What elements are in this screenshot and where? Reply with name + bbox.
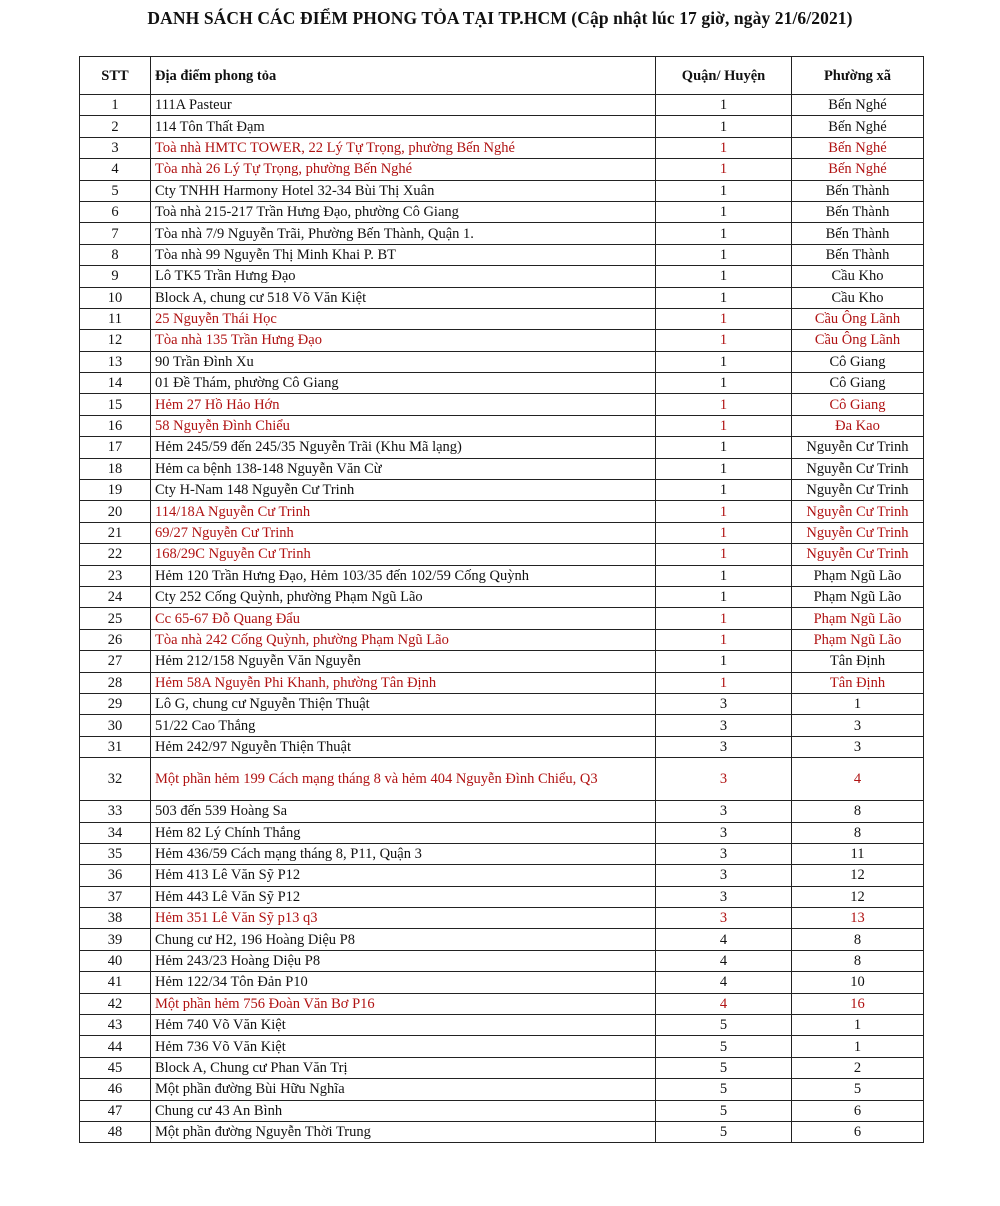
cell-district: 1 [656,287,792,308]
cell-district: 1 [656,201,792,222]
table-row [80,801,924,822]
cell-location: 01 Đề Thám, phường Cô Giang [151,373,656,394]
cell-district: 1 [656,330,792,351]
cell-district: 1 [656,565,792,586]
table-row [80,586,924,607]
cell-ward: Nguyễn Cư Trinh [792,501,924,522]
cell-location: Hẻm 212/158 Nguyễn Văn Nguyễn [151,651,656,672]
cell-district: 3 [656,801,792,822]
cell-stt: 26 [80,629,151,650]
cell-ward: Cô Giang [792,394,924,415]
cell-stt: 21 [80,522,151,543]
cell-district: 1 [656,672,792,693]
cell-district: 1 [656,394,792,415]
cell-location: 111A Pasteur [151,95,656,116]
header-ward: Phường xã [792,57,924,95]
cell-ward: 10 [792,972,924,993]
cell-stt: 37 [80,886,151,907]
cell-district: 1 [656,522,792,543]
cell-stt: 34 [80,822,151,843]
cell-ward: Bến Thành [792,180,924,201]
cell-location: Hẻm 245/59 đến 245/35 Nguyễn Trãi (Khu Mã lạng) [151,437,656,458]
cell-stt: 1 [80,95,151,116]
table-header [80,57,924,95]
table-row [80,394,924,415]
cell-ward: Nguyễn Cư Trinh [792,458,924,479]
table-row [80,950,924,971]
cell-stt: 46 [80,1079,151,1100]
cell-stt: 42 [80,993,151,1014]
table-row [80,886,924,907]
table-row [80,651,924,672]
cell-location: Lô G, chung cư Nguyễn Thiện Thuật [151,693,656,714]
table-row [80,116,924,137]
cell-ward: Bến Nghé [792,116,924,137]
cell-district: 1 [656,244,792,265]
cell-district: 3 [656,865,792,886]
table-row [80,351,924,372]
table-row [80,715,924,736]
table-row [80,1015,924,1036]
cell-ward: Tân Định [792,651,924,672]
cell-location: 168/29C Nguyễn Cư Trinh [151,544,656,565]
cell-location: Hẻm 27 Hồ Hảo Hớn [151,394,656,415]
cell-location: Tòa nhà 99 Nguyễn Thị Minh Khai P. BT [151,244,656,265]
cell-location: Cty H-Nam 148 Nguyễn Cư Trinh [151,480,656,501]
cell-stt: 23 [80,565,151,586]
cell-district: 1 [656,651,792,672]
cell-location: 503 đến 539 Hoàng Sa [151,801,656,822]
cell-location: Block A, chung cư 518 Võ Văn Kiệt [151,287,656,308]
cell-district: 1 [656,266,792,287]
cell-stt: 2 [80,116,151,137]
cell-district: 3 [656,736,792,757]
cell-stt: 45 [80,1057,151,1078]
header-district: Quận/ Huyện [656,57,792,95]
cell-ward: Bến Thành [792,201,924,222]
cell-location: Block A, Chung cư Phan Văn Trị [151,1057,656,1078]
cell-stt: 8 [80,244,151,265]
table-row [80,693,924,714]
cell-district: 5 [656,1057,792,1078]
cell-location: Hẻm 58A Nguyễn Phi Khanh, phường Tân Định [151,672,656,693]
table-row [80,223,924,244]
cell-location: Lô TK5 Trần Hưng Đạo [151,266,656,287]
cell-location: Hẻm 436/59 Cách mạng tháng 8, P11, Quận 3 [151,843,656,864]
cell-stt: 28 [80,672,151,693]
cell-location: Hẻm 413 Lê Văn Sỹ P12 [151,865,656,886]
table-row [80,843,924,864]
cell-ward: Cô Giang [792,373,924,394]
cell-ward: 4 [792,758,924,801]
cell-ward: 11 [792,843,924,864]
cell-location: Cc 65-67 Đỗ Quang Đẩu [151,608,656,629]
cell-district: 4 [656,972,792,993]
cell-district: 4 [656,950,792,971]
cell-location: Một phần đường Nguyễn Thời Trung [151,1121,656,1142]
cell-stt: 17 [80,437,151,458]
cell-location: Hẻm 120 Trần Hưng Đạo, Hẻm 103/35 đến 102/59 Cống Quỳnh [151,565,656,586]
cell-stt: 44 [80,1036,151,1057]
cell-stt: 32 [80,758,151,801]
header-row [80,57,924,95]
cell-location: 69/27 Nguyễn Cư Trinh [151,522,656,543]
cell-stt: 5 [80,180,151,201]
cell-stt: 48 [80,1121,151,1142]
table-row [80,458,924,479]
cell-district: 1 [656,629,792,650]
cell-district: 1 [656,437,792,458]
cell-stt: 47 [80,1100,151,1121]
table-row [80,629,924,650]
table-row [80,1057,924,1078]
cell-ward: 6 [792,1121,924,1142]
cell-location: Tòa nhà 135 Trần Hưng Đạo [151,330,656,351]
table-row [80,736,924,757]
cell-location: Tòa nhà 242 Cống Quỳnh, phường Phạm Ngũ Lão [151,629,656,650]
cell-stt: 20 [80,501,151,522]
cell-ward: 12 [792,886,924,907]
cell-stt: 4 [80,159,151,180]
cell-location: Hẻm 82 Lý Chính Thắng [151,822,656,843]
table-row [80,501,924,522]
cell-ward: Đa Kao [792,415,924,436]
table-row [80,437,924,458]
cell-district: 3 [656,886,792,907]
table-row [80,308,924,329]
cell-location: Tòa nhà 26 Lý Tự Trọng, phường Bến Nghé [151,159,656,180]
cell-stt: 7 [80,223,151,244]
cell-district: 1 [656,159,792,180]
cell-district: 1 [656,415,792,436]
document-title: DANH SÁCH CÁC ĐIỂM PHONG TỎA TẠI TP.HCM (Cập nhật lúc 17 giờ, ngày 21/6/2021) [147,8,853,28]
cell-location: 114 Tôn Thất Đạm [151,116,656,137]
cell-ward: 8 [792,822,924,843]
cell-location: 58 Nguyễn Đình Chiểu [151,415,656,436]
cell-ward: Bến Thành [792,244,924,265]
cell-stt: 40 [80,950,151,971]
cell-stt: 41 [80,972,151,993]
cell-stt: 33 [80,801,151,822]
table-row [80,608,924,629]
cell-ward: Cầu Ông Lãnh [792,308,924,329]
cell-stt: 14 [80,373,151,394]
cell-stt: 22 [80,544,151,565]
cell-ward: 12 [792,865,924,886]
cell-district: 1 [656,544,792,565]
table-row [80,415,924,436]
cell-ward: Cầu Kho [792,266,924,287]
cell-location: 114/18A Nguyễn Cư Trinh [151,501,656,522]
cell-district: 1 [656,480,792,501]
cell-location: Cty TNHH Harmony Hotel 32-34 Bùi Thị Xuân [151,180,656,201]
cell-district: 1 [656,223,792,244]
table-row [80,865,924,886]
table-row [80,287,924,308]
cell-district: 1 [656,501,792,522]
cell-location: Hẻm 736 Võ Văn Kiệt [151,1036,656,1057]
cell-location: Chung cư 43 An Bình [151,1100,656,1121]
cell-stt: 9 [80,266,151,287]
cell-location: 25 Nguyễn Thái Học [151,308,656,329]
cell-stt: 36 [80,865,151,886]
cell-location: Hẻm 122/34 Tôn Đản P10 [151,972,656,993]
cell-stt: 30 [80,715,151,736]
cell-ward: 8 [792,950,924,971]
cell-location: Hẻm 242/97 Nguyễn Thiện Thuật [151,736,656,757]
cell-ward: Nguyễn Cư Trinh [792,544,924,565]
table-row [80,822,924,843]
cell-ward: 13 [792,908,924,929]
table-row [80,201,924,222]
cell-location: Một phần hẻm 756 Đoàn Văn Bơ P16 [151,993,656,1014]
cell-district: 3 [656,715,792,736]
table-row [80,972,924,993]
table-row [80,330,924,351]
cell-district: 1 [656,116,792,137]
cell-location: Hẻm 443 Lê Văn Sỹ P12 [151,886,656,907]
cell-ward: Phạm Ngũ Lão [792,565,924,586]
cell-district: 3 [656,843,792,864]
cell-stt: 3 [80,137,151,158]
cell-stt: 39 [80,929,151,950]
table-row [80,565,924,586]
table-row [80,266,924,287]
table-row [80,1079,924,1100]
cell-location: 90 Trần Đình Xu [151,351,656,372]
cell-district: 1 [656,308,792,329]
cell-stt: 16 [80,415,151,436]
table-row [80,522,924,543]
cell-location: Hẻm ca bệnh 138-148 Nguyễn Văn Cừ [151,458,656,479]
cell-location: Toà nhà HMTC TOWER, 22 Lý Tự Trọng, phường Bến Nghé [151,137,656,158]
cell-stt: 24 [80,586,151,607]
table-body [80,95,924,1143]
table-row [80,758,924,801]
table-row [80,159,924,180]
cell-stt: 31 [80,736,151,757]
cell-stt: 25 [80,608,151,629]
table-row [80,1121,924,1142]
cell-district: 1 [656,373,792,394]
cell-location: Hẻm 740 Võ Văn Kiệt [151,1015,656,1036]
cell-district: 5 [656,1015,792,1036]
cell-stt: 10 [80,287,151,308]
cell-district: 4 [656,993,792,1014]
cell-ward: Nguyễn Cư Trinh [792,437,924,458]
cell-ward: 1 [792,1036,924,1057]
cell-stt: 35 [80,843,151,864]
cell-ward: 3 [792,715,924,736]
cell-district: 3 [656,693,792,714]
cell-location: 51/22 Cao Thắng [151,715,656,736]
cell-district: 1 [656,586,792,607]
cell-district: 3 [656,908,792,929]
cell-ward: Phạm Ngũ Lão [792,586,924,607]
cell-district: 1 [656,608,792,629]
cell-stt: 27 [80,651,151,672]
cell-ward: 16 [792,993,924,1014]
cell-stt: 12 [80,330,151,351]
cell-stt: 6 [80,201,151,222]
cell-location: Tòa nhà 7/9 Nguyễn Trãi, Phường Bến Thành, Quận 1. [151,223,656,244]
cell-location: Hẻm 243/23 Hoàng Diệu P8 [151,950,656,971]
cell-ward: 8 [792,801,924,822]
cell-district: 5 [656,1100,792,1121]
cell-ward: 8 [792,929,924,950]
cell-location: Một phần hẻm 199 Cách mạng tháng 8 và hẻm 404 Nguyễn Đình Chiểu, Q3 [151,758,656,801]
table-row [80,373,924,394]
cell-stt: 13 [80,351,151,372]
cell-location: Chung cư H2, 196 Hoàng Diệu P8 [151,929,656,950]
cell-ward: Phạm Ngũ Lão [792,608,924,629]
cell-location: Toà nhà 215-217 Trần Hưng Đạo, phường Cô Giang [151,201,656,222]
cell-ward: Cầu Ông Lãnh [792,330,924,351]
cell-district: 1 [656,180,792,201]
cell-district: 5 [656,1121,792,1142]
cell-stt: 38 [80,908,151,929]
cell-district: 1 [656,95,792,116]
table-row [80,480,924,501]
table-row [80,244,924,265]
cell-ward: Tân Định [792,672,924,693]
cell-ward: 1 [792,693,924,714]
cell-district: 1 [656,458,792,479]
cell-stt: 43 [80,1015,151,1036]
cell-ward: Cô Giang [792,351,924,372]
table-row [80,672,924,693]
cell-district: 1 [656,351,792,372]
cell-stt: 15 [80,394,151,415]
cell-ward: 6 [792,1100,924,1121]
cell-ward: 2 [792,1057,924,1078]
table-row [80,908,924,929]
table-row [80,95,924,116]
lockdown-table [79,56,924,1143]
cell-ward: 5 [792,1079,924,1100]
cell-ward: Bến Nghé [792,95,924,116]
cell-ward: Phạm Ngũ Lão [792,629,924,650]
cell-location: Hẻm 351 Lê Văn Sỹ p13 q3 [151,908,656,929]
header-stt: STT [80,57,151,95]
table-row [80,137,924,158]
cell-ward: Cầu Kho [792,287,924,308]
cell-district: 4 [656,929,792,950]
cell-ward: Nguyễn Cư Trinh [792,522,924,543]
cell-stt: 29 [80,693,151,714]
table-row [80,180,924,201]
cell-district: 1 [656,137,792,158]
cell-district: 3 [656,758,792,801]
table-row [80,544,924,565]
table-row [80,1036,924,1057]
table-row [80,1100,924,1121]
cell-ward: 1 [792,1015,924,1036]
table-row [80,993,924,1014]
cell-location: Một phần đường Bùi Hữu Nghĩa [151,1079,656,1100]
cell-district: 3 [656,822,792,843]
cell-stt: 11 [80,308,151,329]
cell-ward: Nguyễn Cư Trinh [792,480,924,501]
table-row [80,929,924,950]
cell-ward: 3 [792,736,924,757]
cell-location: Cty 252 Cống Quỳnh, phường Phạm Ngũ Lão [151,586,656,607]
cell-stt: 18 [80,458,151,479]
cell-ward: Bến Thành [792,223,924,244]
cell-ward: Bến Nghé [792,137,924,158]
header-location: Địa điểm phong tỏa [151,57,656,95]
cell-stt: 19 [80,480,151,501]
cell-ward: Bến Nghé [792,159,924,180]
cell-district: 5 [656,1079,792,1100]
cell-district: 5 [656,1036,792,1057]
